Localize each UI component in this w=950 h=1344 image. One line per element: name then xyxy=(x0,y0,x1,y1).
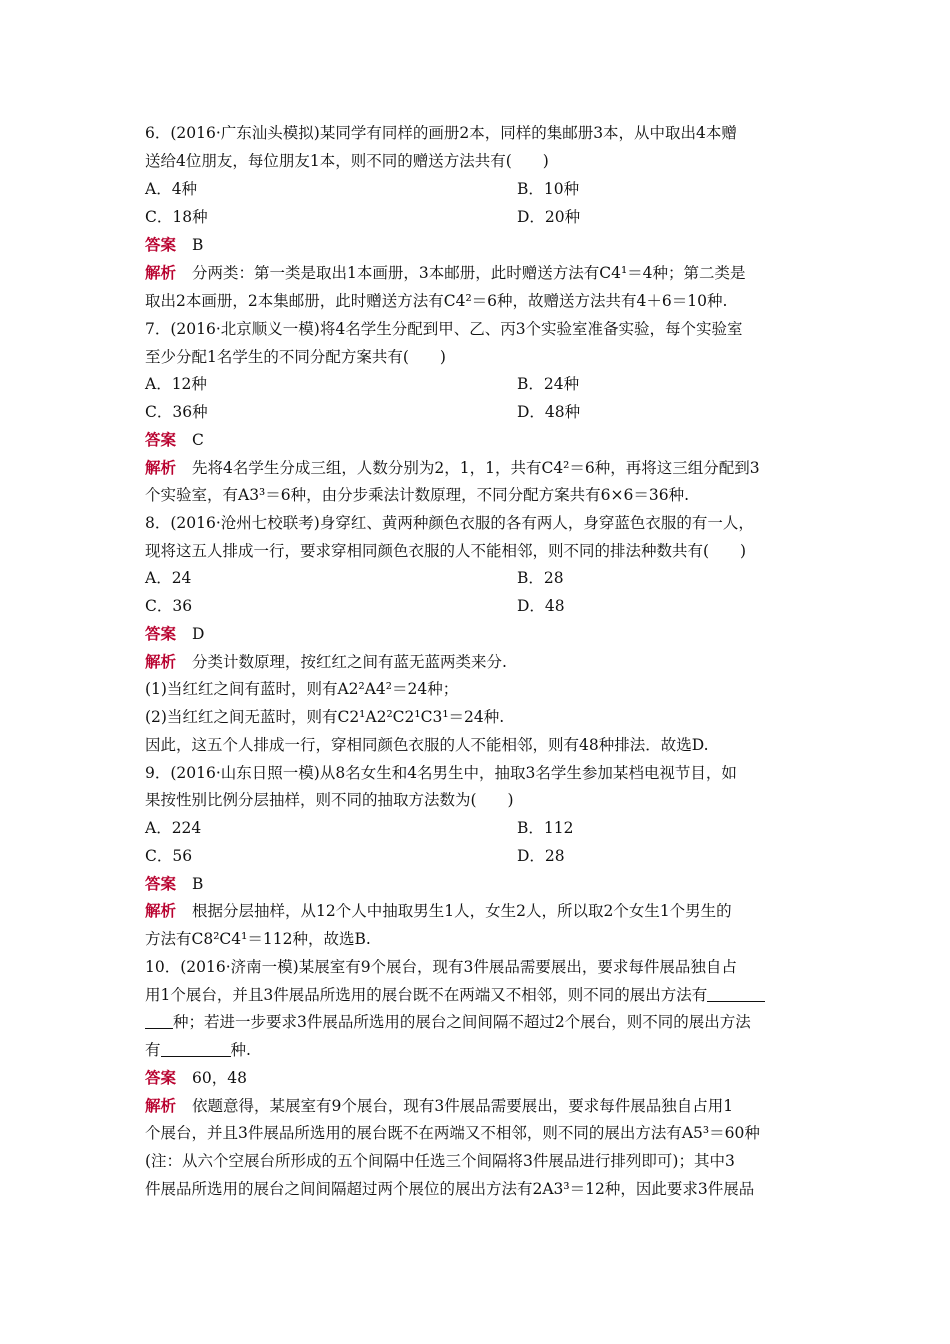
q8-explanation-line1: 解析 分类计数原理，按红红之间有蓝无蓝两类来分. xyxy=(145,652,507,671)
q9-option-b: B．112 xyxy=(517,819,574,837)
q6-answer xyxy=(145,235,203,255)
explanation-label: 解析 xyxy=(145,652,177,671)
q9-explanation-line1: 解析 根据分层抽样，从12个人中抽取男生1人，女生2人，所以取2个女生1个男生的 xyxy=(145,901,732,920)
q9-answer xyxy=(145,874,203,894)
q8-option-c: C．36 xyxy=(145,597,193,615)
q10-stem-line4: 有 种. xyxy=(145,1041,251,1059)
q8-option-d: D．48 xyxy=(517,597,565,615)
q9-stem-line2: 果按性别比例分层抽样，则不同的抽取方法数为( ) xyxy=(145,791,514,809)
q6-stem-line2: 送给4位朋友，每位朋友1本，则不同的赠送方法共有( ) xyxy=(145,152,549,170)
q8-option-a: A．24 xyxy=(145,569,192,587)
q7-answer xyxy=(145,430,204,450)
answer-value: C xyxy=(192,431,204,449)
q8-explanation-line3: (2)当红红之间无蓝时，则有C2¹A2²C2¹C3¹＝24种. xyxy=(145,708,505,726)
q6-stem-line1: 6．(2016·广东汕头模拟)某同学有同样的画册2本，同样的集邮册3本，从中取出4本赠 xyxy=(145,124,737,142)
q6-explanation-line1: 解析 分两类：第一类是取出1本画册，3本邮册，此时赠送方法有C4¹＝4种；第二类是 xyxy=(145,263,746,282)
answer-blank-1 xyxy=(707,986,765,1002)
explanation-label: 解析 xyxy=(145,901,177,920)
q10-explanation-line4: 件展品所选用的展台之间间隔超过两个展位的展出方法有2A3³＝12种，因此要求3件展品 xyxy=(145,1180,755,1198)
q9-stem-line1: 9．(2016·山东日照一模)从8名女生和4名男生中，抽取3名学生参加某档电视节目，如 xyxy=(145,764,737,782)
q7-stem-line2: 至少分配1名学生的不同分配方案共有( ) xyxy=(145,348,446,366)
q7-option-b: B．24种 xyxy=(517,375,580,393)
q9-option-a: A．224 xyxy=(145,819,202,837)
q10-explanation-line2: 个展台，并且3件展品所选用的展台既不在两端又不相邻，则不同的展出方法有A5³＝60种 xyxy=(145,1124,760,1142)
q7-option-c: C．36种 xyxy=(145,403,208,421)
answer-label: 答案 xyxy=(145,235,177,254)
q10-stem-line3: 种；若进一步要求3件展品所选用的展台之间间隔不超过2个展台，则不同的展出方法 xyxy=(145,1012,751,1032)
q9-option-c: C．56 xyxy=(145,847,193,865)
q8-answer xyxy=(145,624,204,644)
answer-label: 答案 xyxy=(145,874,177,893)
q6-explanation-line2: 取出2本画册，2本集邮册，此时赠送方法有C4²＝6种，故赠送方法共有4＋6＝10种. xyxy=(145,292,728,310)
q6-option-d: D．20种 xyxy=(517,208,581,226)
answer-label: 答案 xyxy=(145,624,177,643)
answer-value: D xyxy=(192,625,205,643)
answer-blank-2 xyxy=(161,1041,231,1057)
q6-option-c: C．18种 xyxy=(145,208,208,226)
q8-explanation-line2: (1)当红红之间有蓝时，则有A2²A4²＝24种； xyxy=(145,680,459,698)
q6-option-a: A．4种 xyxy=(145,180,198,198)
q8-stem-line2: 现将这五人排成一行，要求穿相同颜色衣服的人不能相邻，则不同的排法种数共有( ) xyxy=(145,542,747,560)
answer-value: B xyxy=(192,236,204,254)
answer-value: 60，48 xyxy=(192,1069,247,1087)
q10-explanation-line3: (注：从六个空展台所形成的五个间隔中任选三个间隔将3件展品进行排列即可)；其中3 xyxy=(145,1152,735,1170)
answer-value: B xyxy=(192,875,204,893)
explanation-label: 解析 xyxy=(145,1096,177,1115)
q7-explanation-line1: 解析 先将4名学生分成三组，人数分别为2，1，1，共有C4²＝6种，再将这三组分配到3 xyxy=(145,458,760,477)
q7-option-a: A．12种 xyxy=(145,375,207,393)
q10-stem-line2: 用1个展台，并且3件展品所选用的展台既不在两端又不相邻，则不同的展出方法有 xyxy=(145,985,765,1005)
explanation-label: 解析 xyxy=(145,263,177,282)
q9-explanation-line2: 方法有C8²C4¹＝112种，故选B. xyxy=(145,930,371,948)
explanation-label: 解析 xyxy=(145,458,177,477)
q8-option-b: B．28 xyxy=(517,569,564,587)
q7-explanation-line2: 个实验室，有A3³＝6种，由分步乘法计数原理，不同分配方案共有6×6＝36种. xyxy=(145,486,689,504)
q7-stem-line1: 7．(2016·北京顺义一模)将4名学生分配到甲、乙、丙3个实验室准备实验，每个实验室 xyxy=(145,320,743,338)
q8-explanation-line4: 因此，这五个人排成一行，穿相同颜色衣服的人不能相邻，则有48种排法．故选D. xyxy=(145,736,709,754)
q7-option-d: D．48种 xyxy=(517,403,581,421)
q8-stem-line1: 8．(2016·沧州七校联考)身穿红、黄两种颜色衣服的各有两人，身穿蓝色衣服的有一人， xyxy=(145,514,754,532)
answer-label: 答案 xyxy=(145,1068,177,1087)
q10-explanation-line1: 解析 依题意得，某展室有9个展台，现有3件展品需要展出，要求每件展品独自占用1 xyxy=(145,1096,734,1115)
answer-blank-1-cont xyxy=(145,1013,173,1029)
answer-label: 答案 xyxy=(145,430,177,449)
q9-option-d: D．28 xyxy=(517,847,565,865)
q10-stem-line1: 10．(2016·济南一模)某展室有9个展台，现有3件展品需要展出，要求每件展品独自占 xyxy=(145,958,737,976)
q6-option-b: B．10种 xyxy=(517,180,580,198)
q10-answer xyxy=(145,1068,247,1088)
